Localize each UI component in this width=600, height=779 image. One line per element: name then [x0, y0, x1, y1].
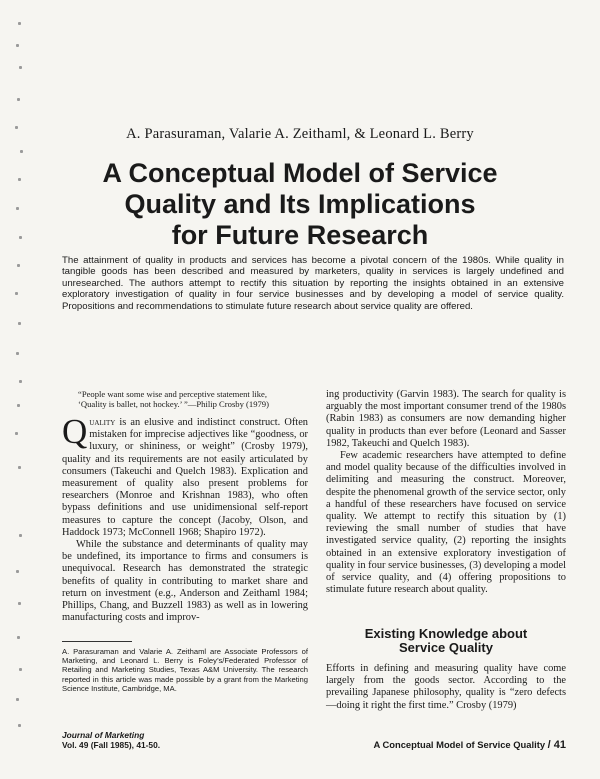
margin-specks [0, 0, 30, 779]
paragraph: While the substance and determinants of quality may be undefined, its importance to firms and consumers is unequivocal. Research has demonstrated the strategic benefits of quality in contributing to market share and return on investment (e.g., Anderson and Zeithaml 1984; Phillips, Chang, and Buzzell 1983) as well as in lowering manufacturing costs and improv- [62, 539, 308, 624]
journal-citation [62, 731, 160, 750]
intro-paragraph [62, 412, 308, 539]
journal-name: Journal of Marketing [62, 730, 145, 740]
section-heading-line: Service Quality [399, 640, 493, 655]
section-heading [326, 627, 566, 655]
title-line: for Future Research [171, 220, 429, 250]
running-footer [373, 739, 566, 751]
page-number: / 41 [547, 739, 566, 751]
paragraph: Efforts in defining and measuring quality have come largely from the goods sector. According to the prevailing Japanese philosophy, quality is “zero defects—doing it right the first time.” Crosby (1979) [326, 663, 566, 711]
paragraph-text: is an elusive and indistinct construct. Often mistaken for imprecise adjectives like “goodness, or luxury, or shininess, or weight” (Crosby 1979), quality and its requirements are not easily articulated by consumers (Takeuchi and Quelch 1983). Explication and measurement of quality also present problems for researchers (Monroe and Krishnan 1983), who often bypass definitions and use unidimensional self-report measures to capture the concept (Jacoby, Olson, and Haddock 1973; McConnell 1968; Shapiro 1972). [62, 417, 308, 538]
epigraph-line: ‘Quality is ballet, not hockey.’ ”—Philip Crosby (1979) [78, 399, 269, 409]
drop-cap: Q [62, 412, 88, 451]
epigraph-line: “People want some wise and perceptive statement like, [78, 389, 267, 399]
article-title [0, 158, 600, 251]
epigraph [78, 389, 308, 409]
author-line: A. Parasuraman, Valarie A. Zeithaml, & Leonard L. Berry [126, 126, 474, 142]
body-column-left [62, 389, 308, 624]
running-title: A Conceptual Model of Service Quality [373, 739, 546, 750]
body-column-right [326, 389, 566, 596]
journal-volume: Vol. 49 (Fall 1985), 41-50. [62, 739, 161, 750]
title-line: A Conceptual Model of Service [102, 158, 498, 188]
paragraph: ing productivity (Garvin 1983). The search for quality is arguably the most important consumer trend of the 1980s (Rabin 1983) as consumers are now demanding higher quality in products than ever before (Leonard and Sasser 1982, Takeuchi and Quelch 1983). [326, 389, 566, 449]
abstract: The attainment of quality in products and services has become a pivotal concern of the 1980s. While quality in tangible goods has been described and measured by marketers, quality in services is largely undefined and unresearched. The authors attempt to rectify this situation by reporting the insights obtained in an extensive exploratory investigation of quality in four service businesses and by developing a model of service quality. Propositions and recommendations to stimulate future research about service quality are offered. [62, 255, 564, 312]
paragraph: Few academic researchers have attempted to define and model quality because of the difficulties involved in delimiting and measuring the construct. Moreover, despite the phenomenal growth of the service sector, only a handful of these researchers have focused on service quality. We attempt to rectify this situation by (1) reviewing the small number of studies that have investigated service quality, (2) reporting the insights obtained in an extensive exploratory investigation of quality in four service businesses, (3) developing a model of service quality, and (4) offering propositions to stimulate future research about quality. [326, 450, 566, 596]
footnote-rule [62, 641, 132, 642]
section-heading-line: Existing Knowledge about [364, 626, 528, 641]
title-line: Quality and Its Implications [124, 189, 476, 219]
section-text [326, 663, 566, 712]
small-caps-lead: uality [89, 417, 116, 428]
author-footnote: A. Parasuraman and Valarie A. Zeithaml are Associate Professors of Marketing, and Leonard L. Berry is Foley’s/Federated Professor of Retailing and Marketing Studies, Texas A&M University. The research reported in this article was made possible by a grant from the Marketing Science Institute, Cambridge, MA. [62, 647, 308, 693]
